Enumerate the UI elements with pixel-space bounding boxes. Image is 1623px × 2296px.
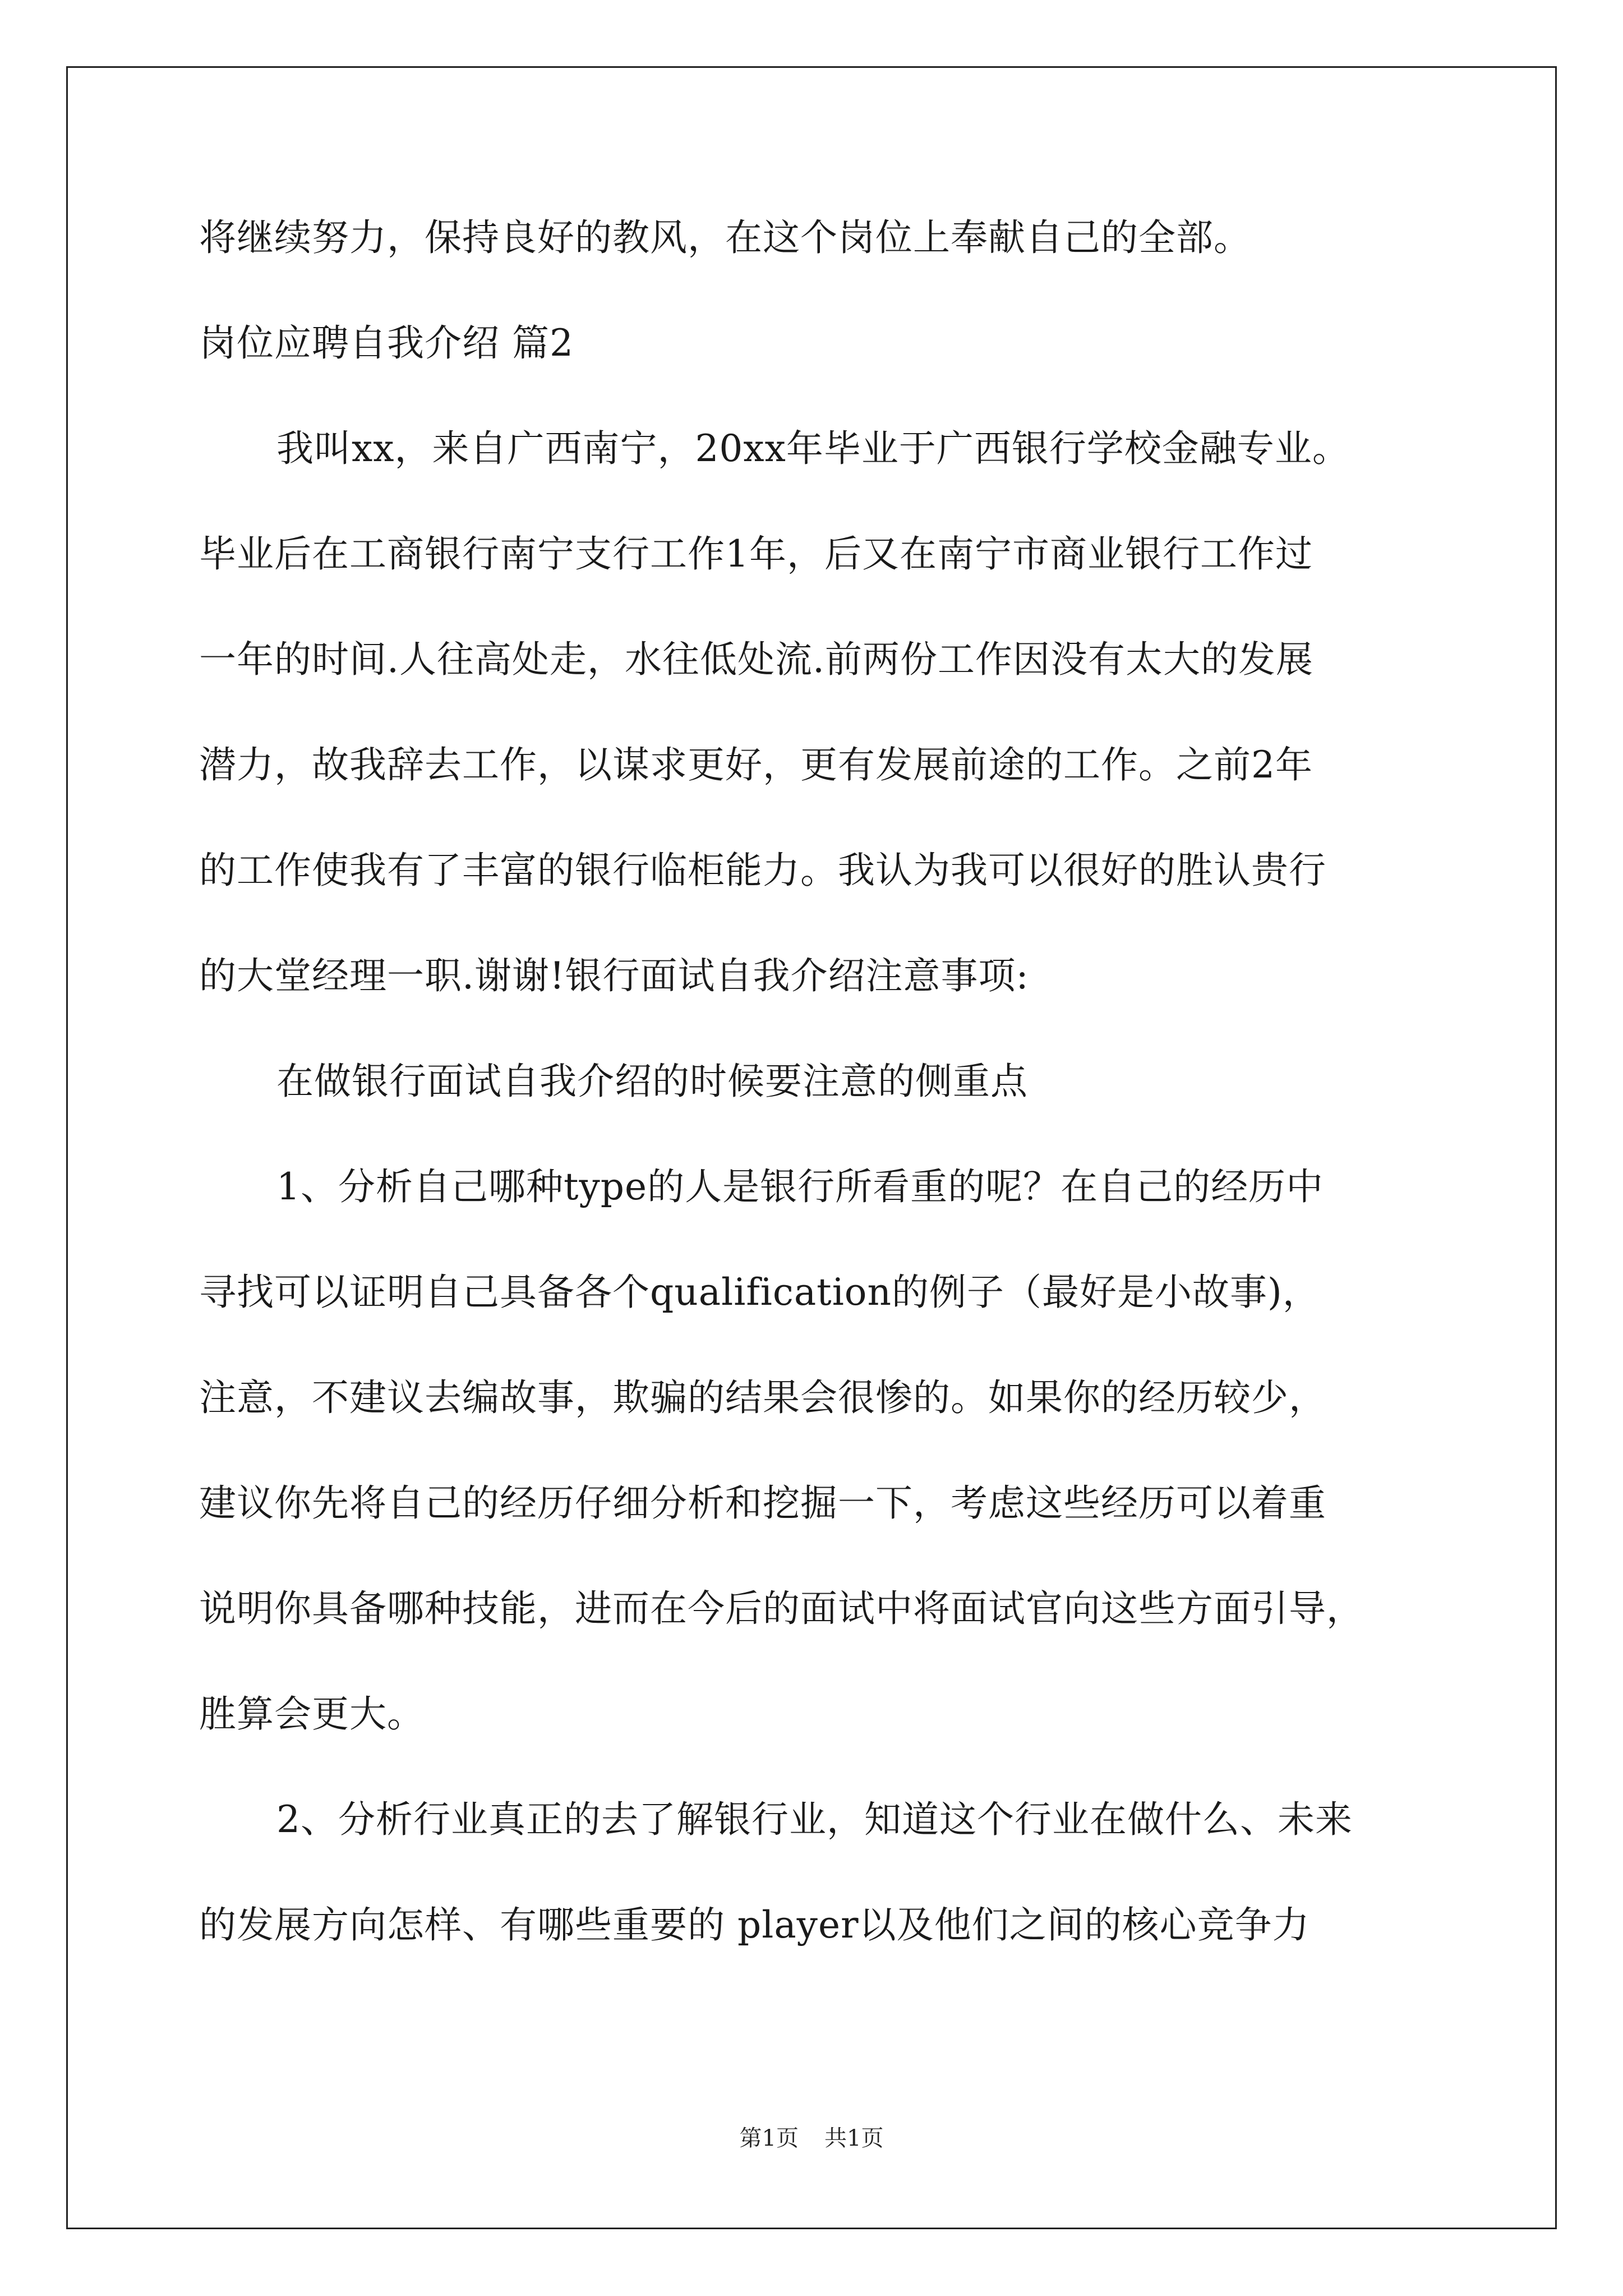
paragraph-line: 我叫xx，来自广西南宁，20xx年毕业于广西银行学校金融专业。	[276, 427, 1350, 470]
page-footer	[0, 2120, 1623, 2152]
paragraph-line: 注意，不建议去编故事，欺骗的结果会很惨的。如果你的经历较少，	[199, 1376, 1326, 1419]
document-body	[199, 185, 1433, 1978]
paragraph-line: 1、分析自己哪种type的人是银行所看重的呢？在自己的经历中	[276, 1165, 1324, 1208]
paragraph-line: 在做银行面试自我介绍的时候要注意的侧重点	[276, 1060, 1028, 1103]
paragraph-line: 的大堂经理一职.谢谢!银行面试自我介绍注意事项:	[199, 954, 1029, 997]
section-heading: 岗位应聘自我介绍 篇2	[199, 321, 574, 365]
paragraph-line: 寻找可以证明自己具备各个qualification的例子（最好是小故事)，	[199, 1271, 1320, 1314]
paragraph-line: 的发展方向怎样、有哪些重要的 player以及他们之间的核心竞争力	[199, 1903, 1310, 1947]
paragraph-line: 胜算会更大。	[199, 1692, 425, 1736]
paragraph-line: 将继续努力，保持良好的教风，在这个岗位上奉献自己的全部。	[199, 216, 1251, 259]
paragraph-line: 一年的时间.人往高处走，水往低处流.前两份工作因没有太大的发展	[199, 638, 1313, 681]
paragraph-line: 2、分析行业真正的去了解银行业，知道这个行业在做什么、未来	[276, 1798, 1353, 1841]
page-total: 共1页	[824, 2125, 884, 2151]
paragraph-line: 潜力，故我辞去工作，以谋求更好，更有发展前途的工作。之前2年	[199, 743, 1313, 786]
paragraph-line: 建议你先将自己的经历仔细分析和挖掘一下，考虑这些经历可以着重	[199, 1481, 1326, 1525]
paragraph-line: 的工作使我有了丰富的银行临柜能力。我认为我可以很好的胜认贵行	[199, 849, 1326, 892]
page-number: 第1页	[739, 2125, 799, 2151]
paragraph-line: 毕业后在工商银行南宁支行工作1年，后又在南宁市商业银行工作过	[199, 532, 1313, 576]
paragraph-line: 说明你具备哪种技能，进而在今后的面试中将面试官向这些方面引导，	[199, 1587, 1364, 1630]
